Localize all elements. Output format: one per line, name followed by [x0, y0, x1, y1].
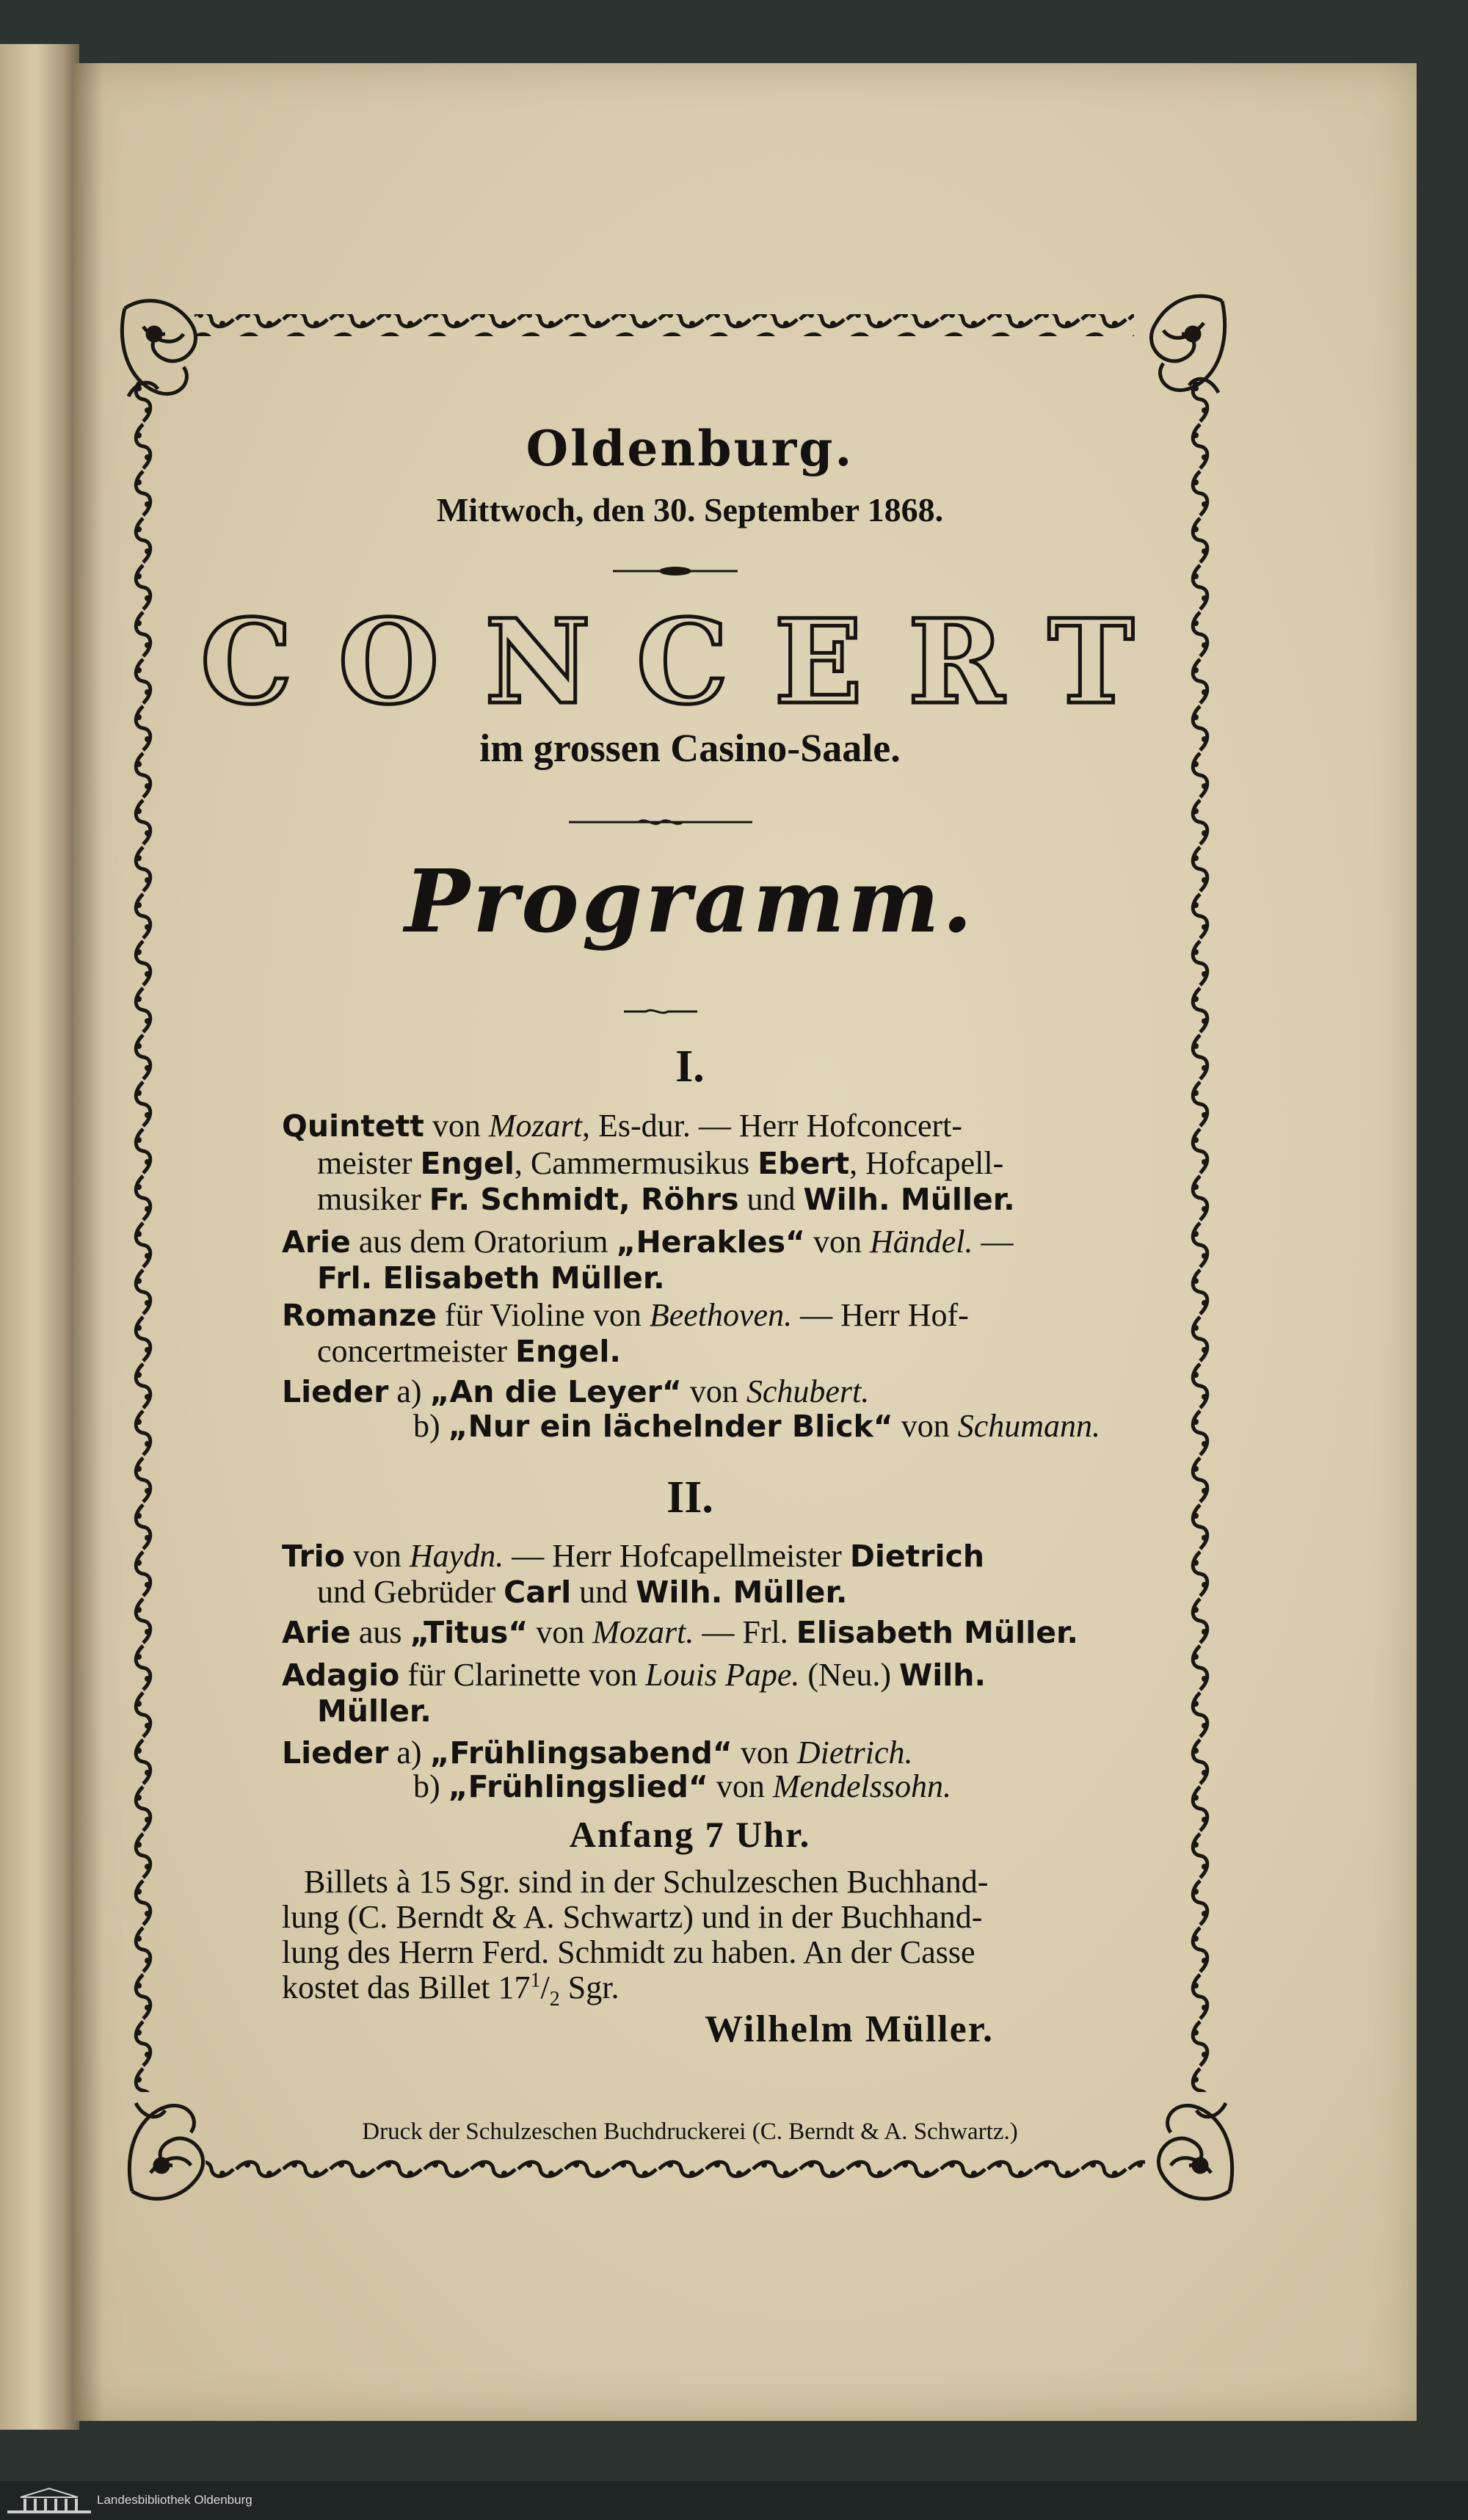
- lieder-two-line-2: b) „Frühlingslied“ von Mendelssohn.: [413, 1768, 952, 1804]
- frame-top-border: [195, 314, 1134, 336]
- adagio-line-2: Müller.: [317, 1693, 432, 1729]
- corner-ornament-bottom-left: [129, 2103, 203, 2198]
- arie-one-line-1: Arie aus dem Oratorium „Herakles“ von Händel. —: [282, 1224, 1014, 1260]
- signature: Wilhelm Müller.: [705, 2008, 994, 2050]
- arie-one-line-2: Frl. Elisabeth Müller.: [317, 1260, 665, 1296]
- lieder-one-line-2: b) „Nur ein lächelnder Blick“ von Schumann.: [413, 1408, 1101, 1444]
- billets-line-4: kostet das Billet $17^1/_2$ Sgr.: [282, 1969, 619, 2011]
- arie-two-line-1: Arie aus „Titus“ von Mozart. — Frl. Elisabeth Müller.: [282, 1614, 1079, 1650]
- concert-title: CONCERT: [200, 595, 1180, 730]
- billets-line-1: Billets à 15 Sgr. sind in der Schulzeschen Buchhand-: [304, 1864, 989, 1900]
- library-logo-icon: [6, 2487, 92, 2516]
- frame-bottom-border: [206, 2157, 1145, 2179]
- romanze-line-2: concertmeister Engel.: [317, 1333, 621, 1369]
- romanze-line-1: Romanze für Violine von Beethoven. — Herr Hof-: [282, 1297, 969, 1333]
- start-time: Anfang 7 Uhr.: [569, 1814, 811, 1855]
- billets-line-2: lung (C. Berndt & A. Schwartz) und in der Buchhand-: [282, 1899, 983, 1935]
- library-name: Landesbibliothek Oldenburg: [97, 2493, 252, 2507]
- divider-ornament-2: [569, 815, 752, 829]
- quintett-line-2: meister Engel, Cammermusikus Ebert, Hofcapell-: [317, 1145, 1004, 1181]
- program-title: Programm.: [404, 850, 975, 952]
- adagio-line-1: Adagio für Clarinette von Louis Pape. (Neu.) Wilh.: [282, 1657, 986, 1693]
- quintett-line-1: Quintett von Mozart, Es-dur. — Herr Hofconcert-: [282, 1108, 963, 1144]
- corner-ornament-bottom-right: [1158, 2103, 1232, 2198]
- corner-ornament-top-right: [1151, 296, 1224, 393]
- lieder-two-line-1: Lieder a) „Frühlingsabend“ von Dietrich.: [282, 1735, 913, 1771]
- part-one-heading: I.: [675, 1042, 705, 1092]
- city-heading: Oldenburg.: [526, 420, 854, 477]
- concert-date: Mittwoch, den 30. September 1868.: [436, 491, 944, 529]
- part-two-heading: II.: [666, 1473, 713, 1522]
- quintett-line-3: musiker Fr. Schmidt, Röhrs und Wilh. Müller.: [317, 1181, 1015, 1217]
- divider-ornament-1: [613, 564, 738, 578]
- trio-line-1: Trio von Haydn. — Herr Hofcapellmeister Dietrich: [282, 1538, 985, 1574]
- billets-line-3: lung des Herrn Ferd. Schmidt zu haben. An der Casse: [282, 1934, 975, 1970]
- divider-ornament-3: [624, 1006, 697, 1017]
- printer-credit: Druck der Schulzeschen Buchdruckerei (C. Berndt & A. Schwartz.): [362, 2118, 1018, 2145]
- lieder-one-line-1: Lieder a) „An die Leyer“ von Schubert.: [282, 1373, 870, 1409]
- trio-line-2: und Gebrüder Carl und Wilh. Müller.: [317, 1574, 848, 1610]
- venue-line: im grossen Casino-Saale.: [479, 726, 901, 770]
